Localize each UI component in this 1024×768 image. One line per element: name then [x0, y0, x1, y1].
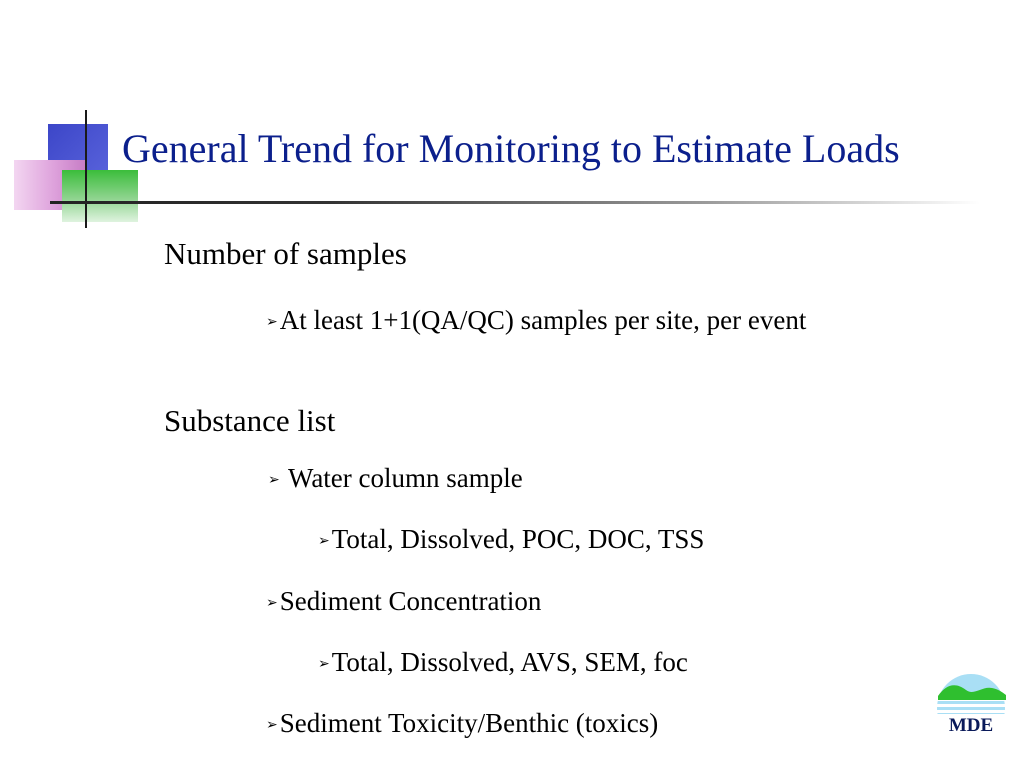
mde-logo — [936, 668, 1006, 744]
section-heading-number-of-samples: Number of samples — [164, 236, 407, 271]
mde-logo-icon — [936, 668, 1006, 718]
bullet-arrow-icon: ➢ — [318, 657, 330, 672]
bullet-text: Sediment Concentration — [279, 586, 542, 616]
bullet-item — [268, 462, 523, 497]
bullet-text: Water column sample — [281, 463, 523, 493]
bullet-text: Total, Dissolved, AVS, SEM, foc — [331, 647, 688, 677]
bullet-text: At least 1+1(QA/QC) samples per site, per event — [279, 305, 807, 335]
bullet-arrow-icon: ➢ — [318, 534, 330, 549]
sub-bullet-item — [318, 523, 704, 558]
bullet-item — [266, 707, 658, 742]
bullet-item — [266, 585, 541, 620]
bullet-text: Total, Dissolved, POC, DOC, TSS — [331, 524, 705, 554]
section-heading-substance-list: Substance list — [164, 403, 336, 438]
decor-green-square — [62, 170, 138, 222]
sub-bullet-item — [318, 646, 688, 681]
decor-vertical-line — [85, 110, 87, 228]
logo-text: MDE — [948, 715, 994, 736]
title-underline — [50, 201, 980, 204]
bullet-text: Sediment Toxicity/Benthic (toxics) — [279, 708, 659, 738]
slide-title: General Trend for Monitoring to Estimate Loads — [122, 126, 900, 171]
bullet-arrow-icon: ➢ — [266, 315, 278, 330]
bullet-arrow-icon: ➢ — [266, 596, 278, 611]
bullet-arrow-icon: ➢ — [268, 473, 280, 488]
bullet-item — [266, 302, 886, 341]
bullet-arrow-icon: ➢ — [266, 718, 278, 733]
